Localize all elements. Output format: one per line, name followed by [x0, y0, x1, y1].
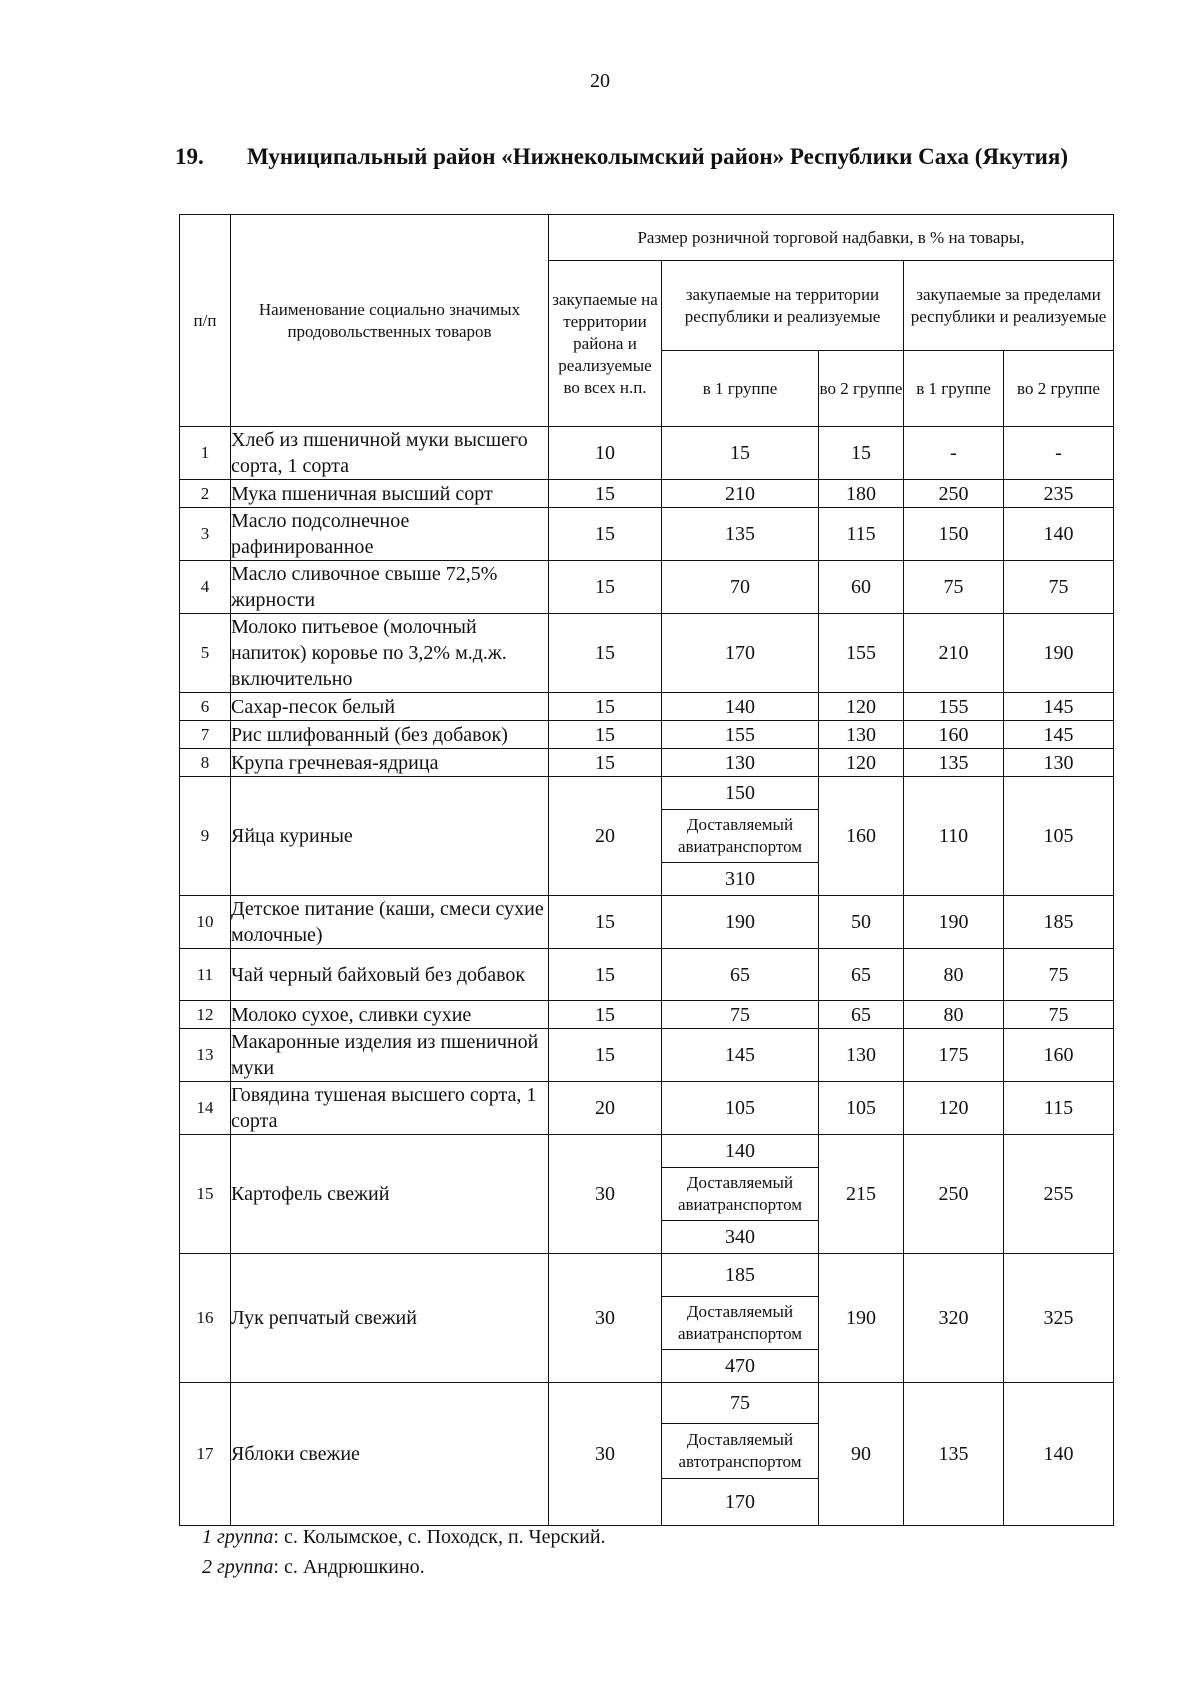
product-name: Яблоки свежие [231, 1383, 549, 1526]
header-group-title: Размер розничной торговой надбавки, в % на товары, [549, 215, 1114, 261]
markup-republic-group1: 170 [662, 614, 819, 693]
row-number: 7 [180, 721, 231, 749]
markup-outside-group2: 140 [1004, 508, 1114, 561]
markup-outside-group1: 135 [904, 1383, 1004, 1526]
markup-value-ground: 140 [725, 1140, 755, 1162]
table-row [180, 614, 1114, 693]
footnotes [202, 1522, 606, 1582]
markup-district: 10 [549, 427, 662, 480]
product-name: Детское питание (каши, смеси сухие молочные) [231, 896, 549, 949]
markup-republic-group1: 135 [662, 508, 819, 561]
markup-republic-group2: 155 [819, 614, 904, 693]
markup-republic-group1: 65 [662, 949, 819, 1001]
markup-outside-group2: - [1004, 427, 1114, 480]
markup-outside-group1: 120 [904, 1082, 1004, 1135]
row-number: 3 [180, 508, 231, 561]
markup-district: 15 [549, 508, 662, 561]
markup-outside-group2: 145 [1004, 693, 1114, 721]
markup-district: 15 [549, 693, 662, 721]
row-number: 2 [180, 480, 231, 508]
product-name: Хлеб из пшеничной муки высшего сорта, 1 сорта [231, 427, 549, 480]
markup-outside-group1: 210 [904, 614, 1004, 693]
table-row [180, 749, 1114, 777]
markup-outside-group1: 250 [904, 1135, 1004, 1254]
header-republic-group2: во 2 группе [819, 351, 904, 427]
markup-outside-group1: 110 [904, 777, 1004, 896]
footnote-group1 [202, 1522, 606, 1552]
markup-republic-group1: 140 [662, 693, 819, 721]
table-body [180, 427, 1114, 1526]
markup-republic-group1: 75 [662, 1001, 819, 1029]
header-outside-group2: во 2 группе [1004, 351, 1114, 427]
table-row [180, 896, 1114, 949]
table-row [180, 1082, 1114, 1135]
table-row [180, 949, 1114, 1001]
product-name: Лук репчатый свежий [231, 1254, 549, 1383]
markup-republic-group1: 145 [662, 1029, 819, 1082]
markup-outside-group2: 75 [1004, 949, 1114, 1001]
row-number: 17 [180, 1383, 231, 1526]
markup-district: 15 [549, 949, 662, 1001]
markup-outside-group1: - [904, 427, 1004, 480]
markup-outside-group2: 255 [1004, 1135, 1114, 1254]
markup-district: 15 [549, 749, 662, 777]
markup-district: 30 [549, 1135, 662, 1254]
product-name: Масло подсолнечное рафинированное [231, 508, 549, 561]
markup-outside-group2: 115 [1004, 1082, 1114, 1135]
markup-district: 15 [549, 896, 662, 949]
product-name: Чай черный байховый без добавок [231, 949, 549, 1001]
table-row [180, 1135, 1114, 1254]
markup-republic-group1: 130 [662, 749, 819, 777]
product-name: Масло сливочное свыше 72,5% жирности [231, 561, 549, 614]
header-republic-group1: в 1 группе [662, 351, 819, 427]
markup-value-delivered: 170 [725, 1491, 755, 1513]
product-name: Макаронные изделия из пшеничной муки [231, 1029, 549, 1082]
product-name: Молоко сухое, сливки сухие [231, 1001, 549, 1029]
markup-republic-group2: 105 [819, 1082, 904, 1135]
markup-district: 15 [549, 721, 662, 749]
markup-outside-group1: 135 [904, 749, 1004, 777]
product-name: Рис шлифованный (без добавок) [231, 721, 549, 749]
header-col-name: Наименование социально значимых продовольственных товаров [231, 215, 549, 427]
header-col-outside: закупаемые за пределами республики и реализуемые [904, 261, 1114, 351]
table-row [180, 693, 1114, 721]
markup-outside-group2: 185 [1004, 896, 1114, 949]
row-number: 4 [180, 561, 231, 614]
product-name: Говядина тушеная высшего сорта, 1 сорта [231, 1082, 549, 1135]
markup-republic-group2: 120 [819, 693, 904, 721]
table-row [180, 1001, 1114, 1029]
table-row [180, 561, 1114, 614]
row-number: 6 [180, 693, 231, 721]
markup-republic-group1 [662, 1135, 819, 1254]
markup-district: 15 [549, 614, 662, 693]
markup-outside-group2: 145 [1004, 721, 1114, 749]
markup-outside-group2: 130 [1004, 749, 1114, 777]
markup-value-delivered: 310 [725, 868, 755, 890]
markup-republic-group2: 15 [819, 427, 904, 480]
markup-value-delivered: 340 [725, 1226, 755, 1248]
markup-republic-group2: 115 [819, 508, 904, 561]
header-outside-group1: в 1 группе [904, 351, 1004, 427]
table-header [180, 215, 1114, 427]
footnote-group2 [202, 1552, 606, 1582]
product-name: Молоко питьевое (молочный напиток) коровье по 3,2% м.д.ж. включительно [231, 614, 549, 693]
header-col-district: закупаемые на территории района и реализуемые во всех н.п. [549, 261, 662, 427]
markup-republic-group2: 160 [819, 777, 904, 896]
table-row [180, 1029, 1114, 1082]
markup-republic-group2: 50 [819, 896, 904, 949]
markup-outside-group1: 250 [904, 480, 1004, 508]
markup-republic-group2: 215 [819, 1135, 904, 1254]
delivery-note: Доставляемый авиатранспортом [662, 809, 818, 863]
product-name: Яйца куриные [231, 777, 549, 896]
delivery-note: Доставляемый автотранспортом [662, 1423, 818, 1479]
markup-republic-group2: 90 [819, 1383, 904, 1526]
markup-republic-group1: 155 [662, 721, 819, 749]
markup-republic-group1: 190 [662, 896, 819, 949]
markup-outside-group1: 150 [904, 508, 1004, 561]
markup-outside-group1: 160 [904, 721, 1004, 749]
product-name: Картофель свежий [231, 1135, 549, 1254]
footnote-group1-label: 1 группа [202, 1526, 274, 1548]
markup-table [179, 214, 1114, 1526]
markup-republic-group1 [662, 777, 819, 896]
section-number: 19. [175, 144, 204, 169]
markup-outside-group1: 175 [904, 1029, 1004, 1082]
product-name: Сахар-песок белый [231, 693, 549, 721]
markup-republic-group1 [662, 1254, 819, 1383]
markup-outside-group1: 75 [904, 561, 1004, 614]
product-name: Крупа гречневая-ядрица [231, 749, 549, 777]
markup-republic-group2: 65 [819, 1001, 904, 1029]
markup-outside-group2: 105 [1004, 777, 1114, 896]
markup-district: 15 [549, 561, 662, 614]
table-row [180, 480, 1114, 508]
row-number: 12 [180, 1001, 231, 1029]
markup-district: 20 [549, 777, 662, 896]
row-number: 14 [180, 1082, 231, 1135]
markup-outside-group1: 190 [904, 896, 1004, 949]
table-row [180, 1383, 1114, 1526]
row-number: 13 [180, 1029, 231, 1082]
row-number: 5 [180, 614, 231, 693]
product-name: Мука пшеничная высший сорт [231, 480, 549, 508]
markup-republic-group2: 130 [819, 721, 904, 749]
row-number: 8 [180, 749, 231, 777]
row-number: 10 [180, 896, 231, 949]
delivery-note: Доставляемый авиатранспортом [662, 1296, 818, 1350]
markup-outside-group2: 190 [1004, 614, 1114, 693]
markup-outside-group2: 140 [1004, 1383, 1114, 1526]
footnote-group2-label: 2 группа [202, 1556, 274, 1578]
markup-republic-group2: 180 [819, 480, 904, 508]
row-number: 9 [180, 777, 231, 896]
markup-value-ground: 185 [725, 1264, 755, 1286]
table-row [180, 721, 1114, 749]
header-col-republic: закупаемые на территории республики и реализуемые [662, 261, 904, 351]
delivery-note: Доставляемый авиатранспортом [662, 1167, 818, 1221]
markup-republic-group2: 130 [819, 1029, 904, 1082]
table-row [180, 777, 1114, 896]
markup-republic-group2: 120 [819, 749, 904, 777]
markup-republic-group2: 60 [819, 561, 904, 614]
row-number: 16 [180, 1254, 231, 1383]
table-row [180, 508, 1114, 561]
markup-value-ground: 75 [730, 1392, 750, 1414]
footnote-group1-text: : с. Колымское, с. Походск, п. Черский. [273, 1526, 606, 1548]
markup-republic-group1: 70 [662, 561, 819, 614]
table-row [180, 427, 1114, 480]
markup-district: 20 [549, 1082, 662, 1135]
markup-outside-group2: 325 [1004, 1254, 1114, 1383]
markup-district: 30 [549, 1254, 662, 1383]
markup-republic-group1: 15 [662, 427, 819, 480]
markup-outside-group2: 75 [1004, 561, 1114, 614]
markup-value-ground: 150 [725, 782, 755, 804]
header-col-number: п/п [180, 215, 231, 427]
section-title: Муниципальный район «Нижнеколымский район» Республики Саха (Якутия) [247, 144, 1069, 169]
section-heading [175, 144, 1068, 170]
markup-district: 15 [549, 480, 662, 508]
page-number: 20 [590, 70, 610, 92]
markup-outside-group1: 80 [904, 949, 1004, 1001]
row-number: 11 [180, 949, 231, 1001]
markup-outside-group2: 235 [1004, 480, 1114, 508]
markup-district: 15 [549, 1029, 662, 1082]
footnote-group2-text: : с. Андрюшкино. [273, 1556, 425, 1578]
markup-republic-group1 [662, 1383, 819, 1526]
markup-outside-group1: 320 [904, 1254, 1004, 1383]
row-number: 15 [180, 1135, 231, 1254]
markup-district: 15 [549, 1001, 662, 1029]
markup-republic-group2: 65 [819, 949, 904, 1001]
markup-district: 30 [549, 1383, 662, 1526]
markup-outside-group2: 75 [1004, 1001, 1114, 1029]
markup-republic-group1: 105 [662, 1082, 819, 1135]
markup-outside-group2: 160 [1004, 1029, 1114, 1082]
markup-republic-group1: 210 [662, 480, 819, 508]
markup-outside-group1: 80 [904, 1001, 1004, 1029]
table-row [180, 1254, 1114, 1383]
markup-value-delivered: 470 [725, 1355, 755, 1377]
row-number: 1 [180, 427, 231, 480]
markup-outside-group1: 155 [904, 693, 1004, 721]
markup-republic-group2: 190 [819, 1254, 904, 1383]
